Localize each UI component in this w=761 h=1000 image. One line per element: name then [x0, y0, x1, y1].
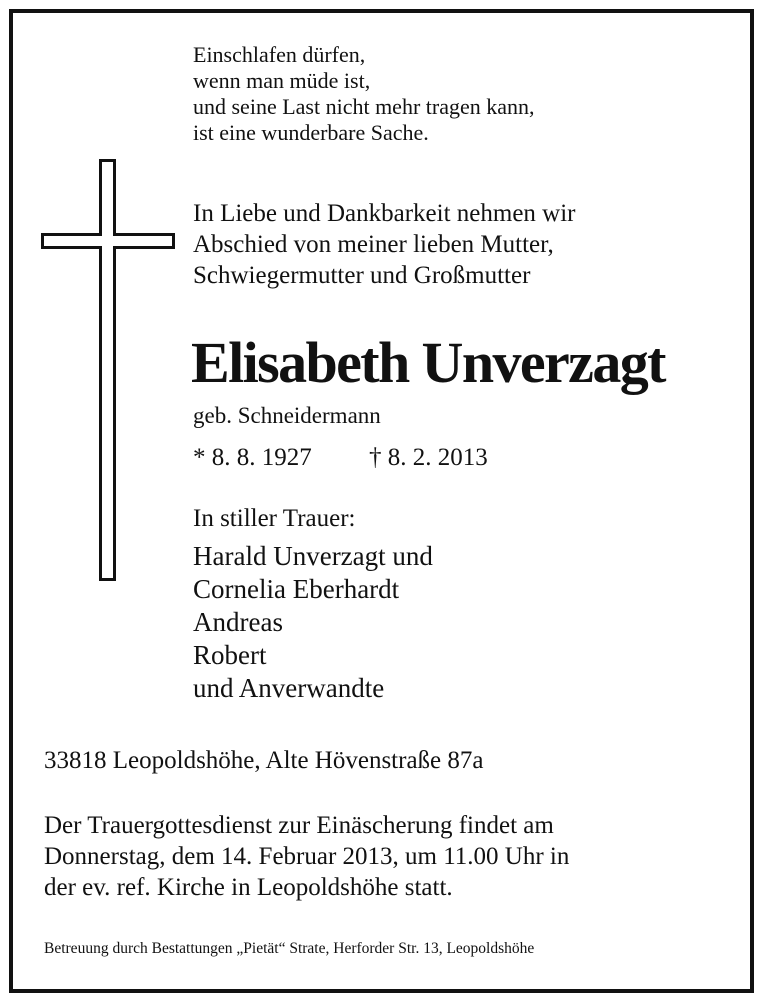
service-line: Donnerstag, dem 14. Februar 2013, um 11.00 Uhr in: [44, 843, 570, 870]
life-dates: [193, 442, 488, 474]
birth-name: geb. Schneidermann: [193, 403, 381, 428]
poem-line: ist eine wunderbare Sache.: [193, 120, 429, 145]
intro-line: Abschied von meiner lieben Mutter,: [193, 231, 554, 258]
intro-line: Schwiegermutter und Großmutter: [193, 262, 531, 289]
mourner-name: Robert: [193, 640, 267, 670]
mourner-name: Andreas: [193, 607, 283, 637]
latin-cross-icon: [40, 158, 176, 582]
poem-line: wenn man müde ist,: [193, 68, 371, 93]
funeral-home-credit: Betreuung durch Bestattungen „Pietät“ Strate, Herforder Str. 13, Leopoldshöhe: [44, 940, 535, 957]
mourner-name: Harald Unverzagt und: [193, 541, 433, 571]
service-info: [44, 810, 569, 903]
family-address: 33818 Leopoldshöhe, Alte Hövenstraße 87a: [44, 747, 484, 774]
farewell-intro: [193, 198, 576, 291]
mourning-heading: In stiller Trauer:: [193, 505, 356, 532]
mourners-list: [193, 540, 433, 705]
poem-line: Einschlafen dürfen,: [193, 42, 366, 67]
service-line: der ev. ref. Kirche in Leopoldshöhe statt.: [44, 874, 453, 901]
death-date: † 8. 2. 2013: [369, 444, 488, 471]
intro-line: In Liebe und Dankbarkeit nehmen wir: [193, 200, 576, 227]
poem: [193, 42, 535, 146]
birth-date: * 8. 8. 1927: [193, 444, 312, 471]
mourner-name: und Anverwandte: [193, 673, 385, 703]
service-line: Der Trauergottesdienst zur Einäscherung findet am: [44, 812, 554, 839]
mourner-name: Cornelia Eberhardt: [193, 574, 400, 604]
poem-line: und seine Last nicht mehr tragen kann,: [193, 94, 535, 119]
deceased-name: Elisabeth Unverzagt: [191, 330, 665, 395]
